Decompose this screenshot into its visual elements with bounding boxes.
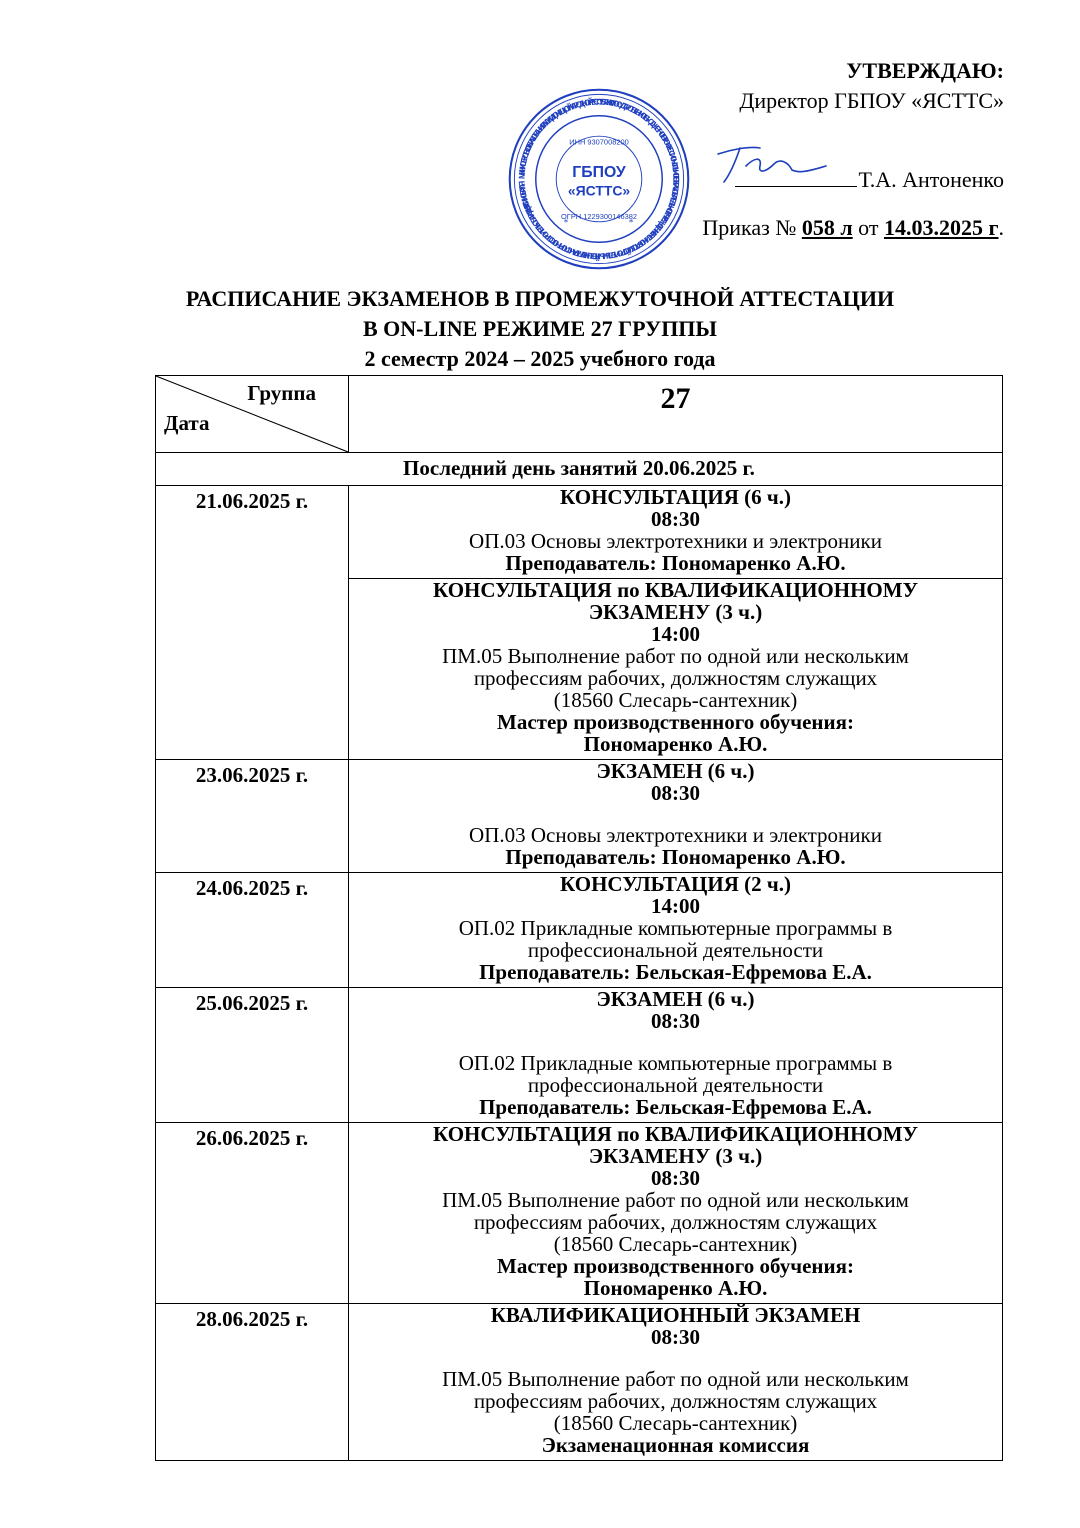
title-line3: 2 семестр 2024 – 2025 учебного года — [364, 346, 716, 371]
table-row — [156, 1123, 1003, 1304]
row-date: 28.06.2025 г. — [156, 1304, 349, 1461]
row-content: КОНСУЛЬТАЦИЯ (6 ч.) 08:30 ОП.03 Основы электротехники и электроники Преподаватель: Пономаренко А.Ю. — [349, 486, 1003, 579]
row-content: КОНСУЛЬТАЦИЯ (2 ч.) 14:00 ОП.02 Прикладные компьютерные программы в профессиональной деятельности Преподаватель: Бельская-Ефремова Е.А. — [349, 873, 1003, 988]
signatory-name: Т.А. Антоненко — [858, 167, 1004, 192]
table-row — [156, 486, 1003, 579]
row-date: 21.06.2025 г. — [156, 486, 349, 760]
title-line2: В ON-LINE РЕЖИМЕ 27 ГРУППЫ — [362, 316, 718, 341]
row-content: ЭКЗАМЕН (6 ч.) 08:30 ОП.03 Основы электротехники и электроники Преподаватель: Пономаренко А.Ю. — [349, 760, 1003, 873]
official-stamp-icon — [506, 86, 692, 272]
row-content: КВАЛИФИКАЦИОННЫЙ ЭКЗАМЕН 08:30 ПМ.05 Выполнение работ по одной или нескольким профессиям рабочих, должностям служащих (18560 Слесарь-сантехник) Экзаменационная комиссия — [349, 1304, 1003, 1461]
row-content: КОНСУЛЬТАЦИЯ по КВАЛИФИКАЦИОННОМУ ЭКЗАМЕНУ (3 ч.) 08:30 ПМ.05 Выполнение работ по одной или нескольким профессиям рабочих, должностям служащих (18560 Слесарь-сантехник) Мастер производственного обучения: Пономаренко А.Ю. — [349, 1123, 1003, 1304]
header-group-label: Группа — [247, 381, 316, 405]
order-date: 14.03.2025 г — [884, 215, 999, 240]
svg-text:*: * — [563, 218, 569, 229]
order-number: 058 л — [801, 215, 853, 240]
row-date: 24.06.2025 г. — [156, 873, 349, 988]
stamp-center-line1: ГБПОУ — [572, 164, 626, 182]
header-date-label: Дата — [164, 411, 210, 435]
group-number: 27 — [349, 376, 1003, 453]
last-day-note: Последний день занятий 20.06.2025 г. — [156, 453, 1003, 486]
stamp-inn: ИНН 9307008200 — [569, 137, 629, 147]
table-row — [156, 760, 1003, 873]
row-date: 25.06.2025 г. — [156, 988, 349, 1123]
table-header-row — [156, 376, 1003, 453]
exam-schedule-table — [155, 375, 1003, 1461]
row-date: 23.06.2025 г. — [156, 760, 349, 873]
last-day-row — [156, 453, 1003, 486]
document-title — [0, 284, 1080, 374]
approval-position: Директор ГБПОУ «ЯСТТС» — [739, 88, 1004, 113]
header-diagonal-cell — [156, 376, 349, 453]
row-date: 26.06.2025 г. — [156, 1123, 349, 1304]
stamp-ogrn: ОГРН 1229300146382 — [561, 211, 637, 221]
row-content: КОНСУЛЬТАЦИЯ по КВАЛИФИКАЦИОННОМУ ЭКЗАМЕНУ (3 ч.) 14:00 ПМ.05 Выполнение работ по одной или нескольким профессиям рабочих, должностям служащих (18560 Слесарь-сантехник) Мастер производственного обучения: Пономаренко А.Ю. — [349, 579, 1003, 760]
table-row — [156, 988, 1003, 1123]
stamp-ring-text: МИНИСТЕРСТВО ОБРАЗОВАНИЯ И НАУКИ ДОНЕЦКОЙ НАРОДНОЙ РЕСПУБЛИКИ ГОСУДАРСТВЕННОЕ БЮДЖЕТНОЕ ПРОФЕССИОНАЛЬНОЕ ОБРАЗОВАТЕЛЬНОЕ УЧРЕЖДЕНИЕ «ЯСИНОВАТСКИЙ СТРОИТЕЛЬНЫЙ ТЕХНИКУМ ТРАНСПОРТНОГО СТРОИТЕЛЬСТВА» РФ ДНР Г. ЯСИНОВАТАЯ — [516, 96, 682, 262]
table-row — [156, 873, 1003, 988]
stamp-center-line2: «ЯСТТС» — [567, 182, 631, 199]
row-content: ЭКЗАМЕН (6 ч.) 08:30 ОП.02 Прикладные компьютерные программы в профессиональной деятельности Преподаватель: Бельская-Ефремова Е.А. — [349, 988, 1003, 1123]
director-signature — [700, 140, 830, 188]
table-row — [156, 1304, 1003, 1461]
order-reference: Приказ № 058 л от 14.03.2025 г. — [702, 215, 1004, 240]
svg-text:*: * — [628, 218, 634, 229]
title-line1: РАСПИСАНИЕ ЭКЗАМЕНОВ В ПРОМЕЖУТОЧНОЙ АТТЕСТАЦИИ — [185, 286, 895, 311]
approval-heading: УТВЕРЖДАЮ: — [846, 58, 1004, 83]
